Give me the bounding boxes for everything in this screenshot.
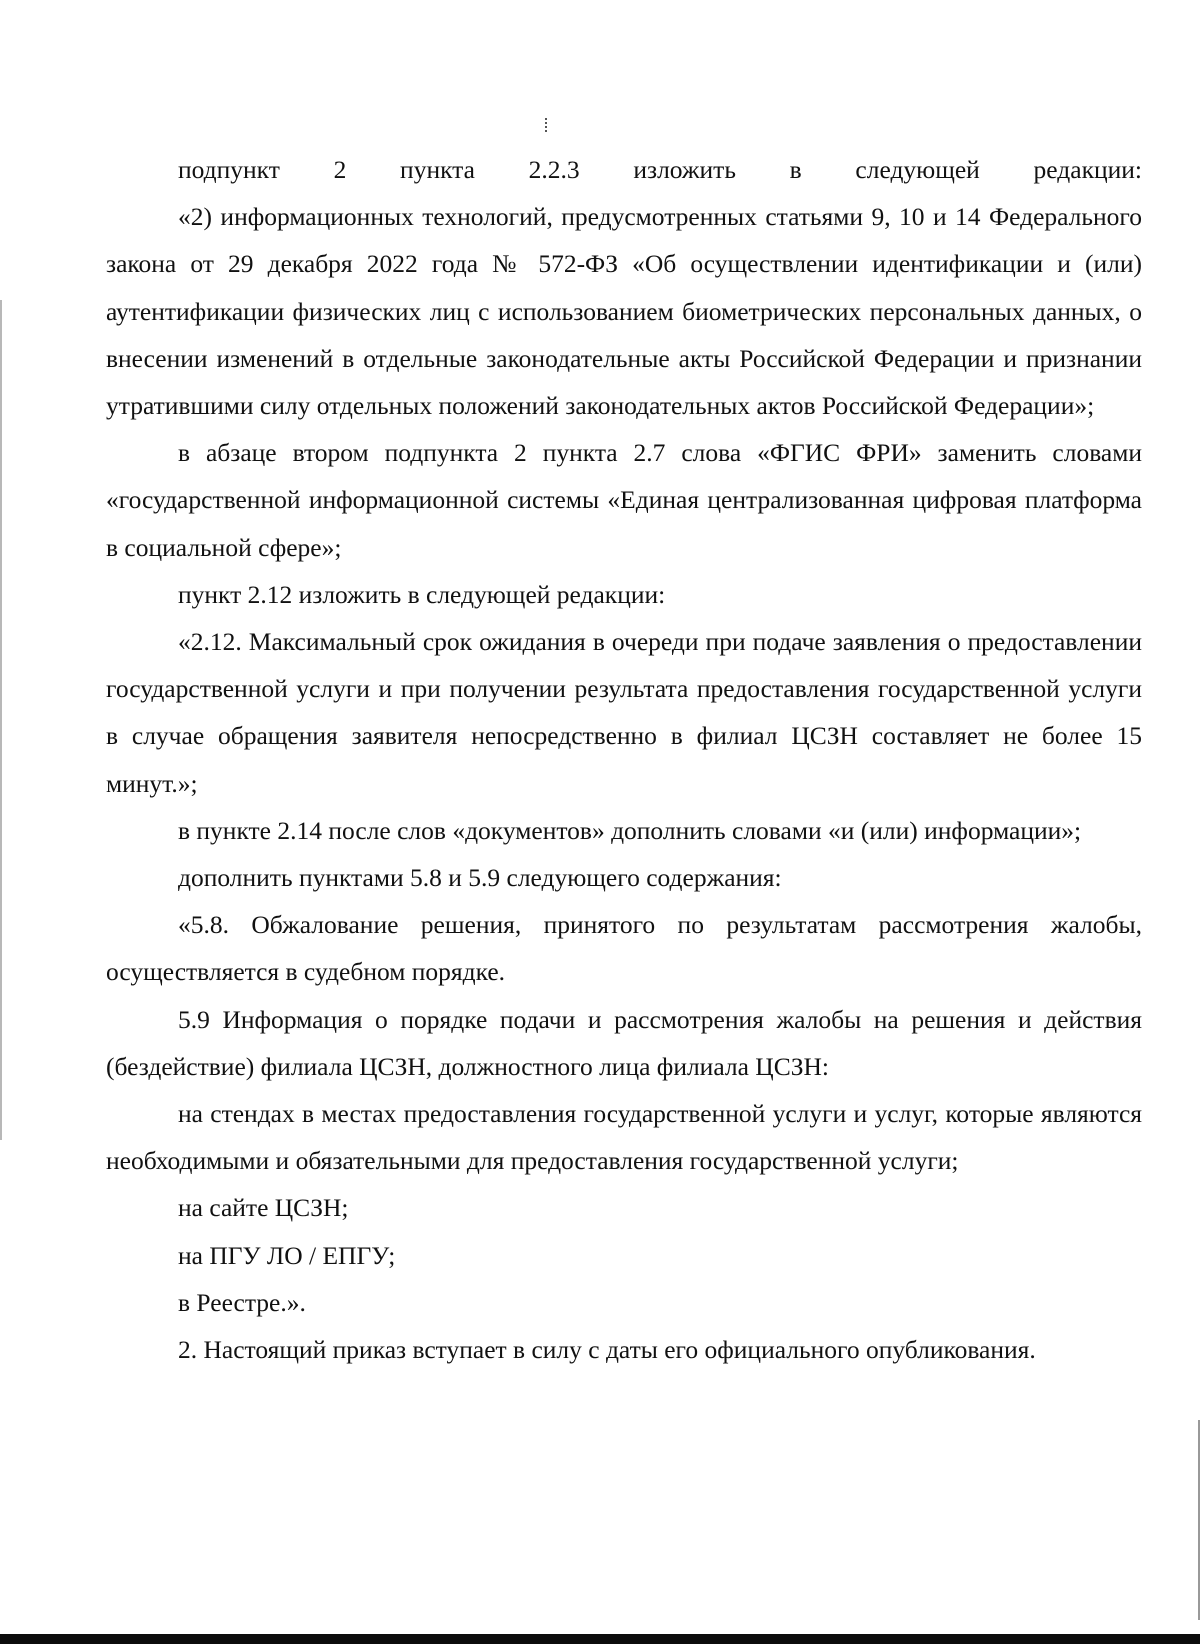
scan-speck — [545, 118, 550, 132]
paragraph-clause-5-9: 5.9 Информация о порядке подачи и рассмотрения жалобы на решения и действия (бездействие) филиала ЦСЗН, должностного лица филиала ЦСЗН: — [106, 1004, 1142, 1081]
paragraph-clause-2-7-amendment: в абзаце втором подпункта 2 пункта 2.7 слова «ФГИС ФРИ» заменить словами «государственной информационной системы «Единая централизованная цифровая платформа в социальной сфере»; — [106, 438, 1142, 562]
paragraph-website-item: на сайте ЦСЗН; — [178, 1193, 349, 1223]
paragraph-clause-5-8: «5.8. Обжалование решения, принятого по результатам рассмотрения жалобы, осуществляется в судебном порядке. — [106, 910, 1142, 987]
scan-left-edge — [0, 300, 2, 1140]
document-body — [106, 146, 1142, 1373]
paragraph-stands-item: на стендах в местах предоставления государственной услуги и услуг, которые являются необходимыми и обязательными для предоставления государственной услуги; — [106, 1099, 1142, 1176]
paragraph-subclause-2-intro: подпункт 2 пункта 2.2.3 изложить в следующей редакции: — [178, 155, 1142, 184]
paragraph-clause-2-12-intro: пункт 2.12 изложить в следующей редакции: — [178, 579, 666, 609]
scan-bottom-edge — [0, 1634, 1200, 1644]
paragraph-clause-2-12-text: «2.12. Максимальный срок ожидания в очереди при подаче заявления о предоставлении государственной услуги и при получении результата предоставления государственной услуги в случае обращения заявителя непосредственно в филиал ЦСЗН составляет не более 15 минут.»; — [106, 627, 1142, 798]
paragraph-subclause-2-text: «2) информационных технологий, предусмотренных статьями 9, 10 и 14 Федерального закона от 29 декабря 2022 года № 572-ФЗ «Об осуществлении идентификации и (или) аутентификации физических лиц с использованием биометрических персональных данных, о внесении изменений в отдельные законодательные акты Российской Федерации и признании утратившими силу отдельных положений законодательных актов Российской Федерации»; — [106, 202, 1142, 421]
paragraph-order-effective: 2. Настоящий приказ вступает в силу с даты его официального опубликования. — [178, 1335, 1036, 1365]
paragraph-registry-item: в Реестре.». — [178, 1287, 306, 1317]
paragraph-portal-item: на ПГУ ЛО / ЕПГУ; — [178, 1240, 396, 1270]
paragraph-clauses-5-8-5-9-intro: дополнить пунктами 5.8 и 5.9 следующего содержания: — [178, 863, 782, 893]
paragraph-clause-2-14-amendment: в пункте 2.14 после слов «документов» дополнить словами «и (или) информации»; — [178, 815, 1082, 845]
